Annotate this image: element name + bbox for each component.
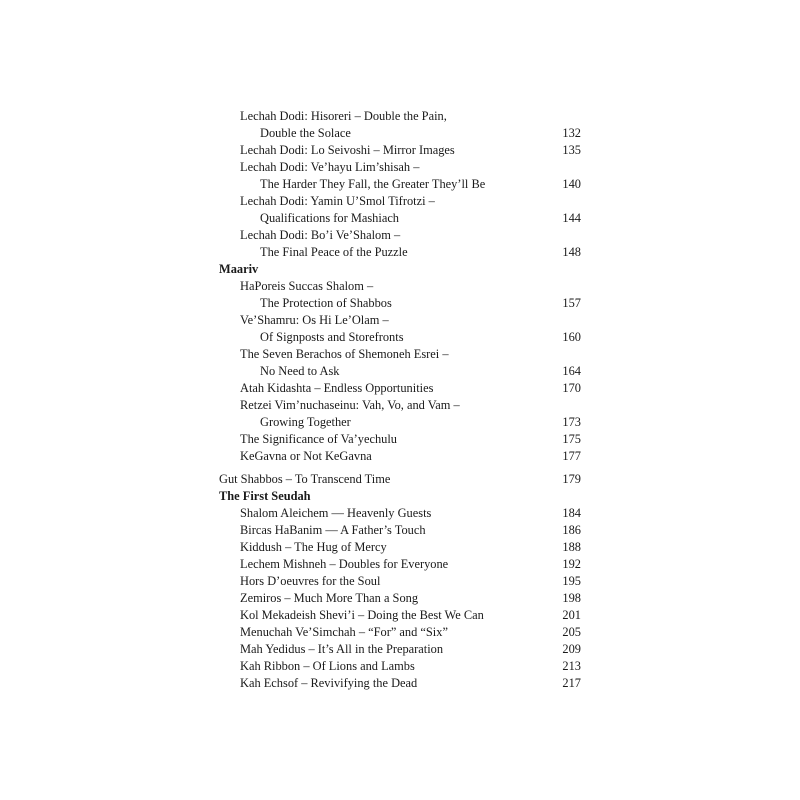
toc-entry — [219, 539, 581, 556]
toc-entry-title: Of Signposts and Storefronts — [260, 330, 404, 344]
toc-entry-title: Lechah Dodi: Ve’hayu Lim’shisah – — [240, 160, 420, 174]
toc-page-number: 188 — [562, 540, 581, 554]
toc-entry-title: Qualifications for Mashiach — [260, 211, 400, 225]
toc-entry — [219, 329, 581, 346]
toc-entry — [219, 193, 581, 210]
toc-entry — [219, 346, 581, 363]
toc-entry-title: HaPoreis Succas Shalom – — [240, 279, 374, 293]
toc-page-number: 175 — [562, 432, 581, 446]
toc-entry — [219, 295, 581, 312]
toc-entry-title: Mah Yedidus – It’s All in the Preparation — [240, 642, 444, 656]
toc-page-number: 192 — [562, 557, 581, 571]
toc-page-number: 177 — [562, 449, 581, 463]
toc-section-heading — [219, 261, 581, 278]
toc-entry — [219, 125, 581, 142]
toc-entry — [219, 210, 581, 227]
toc-entry-title: Lechah Dodi: Yamin U’Smol Tifrotzi – — [240, 194, 435, 208]
toc-entry-title: Growing Together — [260, 415, 351, 429]
toc-entry-title: Lechem Mishneh – Doubles for Everyone — [240, 557, 449, 571]
toc-entry-title: The Harder They Fall, the Greater They’ll Be — [260, 177, 486, 191]
toc-page-number: 164 — [562, 364, 581, 378]
toc-entry — [219, 414, 581, 431]
toc-page-number: 144 — [562, 211, 581, 225]
toc-page-number: 209 — [562, 642, 581, 656]
toc-entry — [219, 108, 581, 125]
toc-page-number: 198 — [562, 591, 581, 605]
toc-page-number: 201 — [562, 608, 581, 622]
toc-entry — [219, 641, 581, 658]
toc-entry — [219, 431, 581, 448]
toc-entry — [219, 573, 581, 590]
toc-section-heading — [219, 488, 581, 505]
toc-entry-title: Lechah Dodi: Lo Seivoshi – Mirror Images — [240, 143, 455, 157]
toc-entry — [219, 505, 581, 522]
toc-entry-title: Lechah Dodi: Hisoreri – Double the Pain, — [240, 109, 447, 123]
toc-entry — [219, 312, 581, 329]
toc-entry-title: Kiddush – The Hug of Mercy — [240, 540, 387, 554]
toc-entry — [219, 522, 581, 539]
toc-page-number: 132 — [562, 126, 581, 140]
toc-entry-title: Maariv — [219, 262, 259, 276]
toc-entry-title: No Need to Ask — [260, 364, 340, 378]
toc-page-number: 195 — [562, 574, 581, 588]
toc-page-number: 205 — [562, 625, 581, 639]
toc-entry-title: Atah Kidashta – Endless Opportunities — [240, 381, 434, 395]
toc-entry — [219, 471, 581, 488]
toc-page-number: 170 — [562, 381, 581, 395]
toc-entry — [219, 244, 581, 261]
toc-entry — [219, 159, 581, 176]
toc-entry-title: Hors D’oeuvres for the Soul — [240, 574, 381, 588]
toc-entry-title: The Significance of Va’yechulu — [240, 432, 398, 446]
toc-entry — [219, 624, 581, 641]
toc-page-number: 135 — [562, 143, 581, 157]
toc-entry — [219, 556, 581, 573]
toc-entry — [219, 658, 581, 675]
toc-entry — [219, 176, 581, 193]
toc-entry-title: Lechah Dodi: Bo’i Ve’Shalom – — [240, 228, 401, 242]
toc-entry-title: The First Seudah — [219, 489, 311, 503]
toc-entry — [219, 675, 581, 692]
toc-entry-title: Kah Echsof – Revivifying the Dead — [240, 676, 418, 690]
toc-entry-title: The Protection of Shabbos — [260, 296, 392, 310]
toc-entry-title: Menuchah Ve’Simchah – “For” and “Six” — [240, 625, 448, 639]
toc-entry — [219, 397, 581, 414]
toc-entry-title: Shalom Aleichem — Heavenly Guests — [240, 506, 432, 520]
toc-entry-title: Kol Mekadeish Shevi’i – Doing the Best We Can — [240, 608, 484, 622]
toc-page-number: 184 — [562, 506, 581, 520]
toc-page-number: 186 — [562, 523, 581, 537]
toc-entry-title: Retzei Vim’nuchaseinu: Vah, Vo, and Vam – — [240, 398, 460, 412]
toc-page-number: 173 — [562, 415, 581, 429]
toc-page-number: 179 — [562, 472, 581, 486]
toc-entry — [219, 590, 581, 607]
toc-entry — [219, 142, 581, 159]
toc-entry-title: KeGavna or Not KeGavna — [240, 449, 372, 463]
toc-page-number: 160 — [562, 330, 581, 344]
toc-page-number: 213 — [562, 659, 581, 673]
toc-entry-title: Kah Ribbon – Of Lions and Lambs — [240, 659, 415, 673]
toc-entry-title: Ve’Shamru: Os Hi Le’Olam – — [240, 313, 389, 327]
toc-entry-title: Zemiros – Much More Than a Song — [240, 591, 419, 605]
toc-page-number: 217 — [562, 676, 581, 690]
toc-entry — [219, 448, 581, 465]
toc-page-number: 157 — [562, 296, 581, 310]
toc-entry — [219, 363, 581, 380]
toc-entry — [219, 227, 581, 244]
toc-entry-title: The Seven Berachos of Shemoneh Esrei – — [240, 347, 449, 361]
toc-entry — [219, 607, 581, 624]
toc-page-number: 140 — [562, 177, 581, 191]
toc-entry-title: Bircas HaBanim — A Father’s Touch — [240, 523, 426, 537]
toc-page-number: 148 — [562, 245, 581, 259]
toc-entry-title: Double the Solace — [260, 126, 351, 140]
toc-entry-title: The Final Peace of the Puzzle — [260, 245, 408, 259]
table-of-contents — [219, 108, 581, 692]
toc-entry — [219, 380, 581, 397]
toc-entry — [219, 278, 581, 295]
toc-entry-title: Gut Shabbos – To Transcend Time — [219, 472, 391, 486]
